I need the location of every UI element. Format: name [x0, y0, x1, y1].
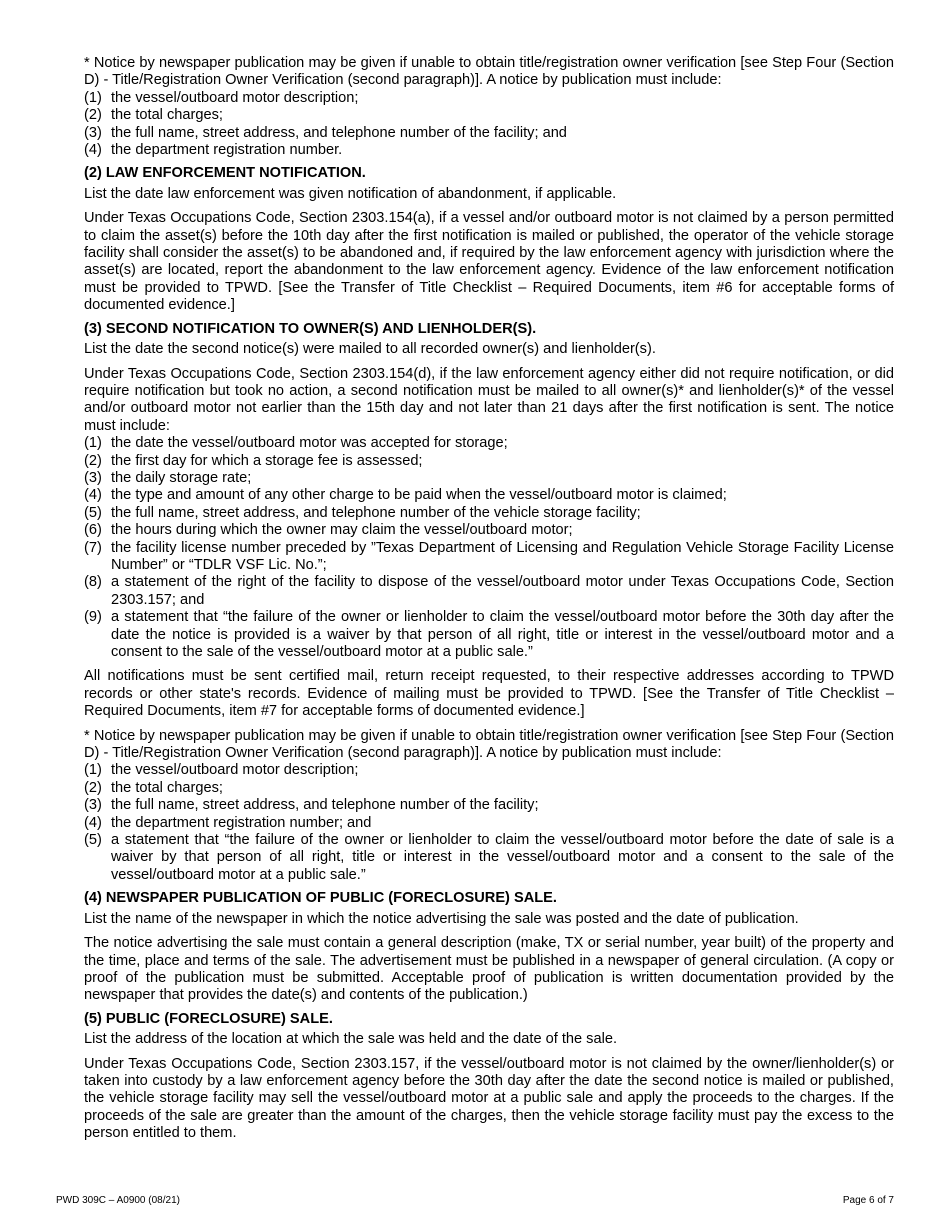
list-item: (3) the full name, street address, and telephone number of the facility; and — [84, 124, 567, 141]
list-item: (3) the full name, street address, and telephone number of the facility; — [84, 797, 539, 814]
list-item: (6) the hours during which the owner may claim the vessel/outboard motor; — [84, 522, 573, 539]
list-item: (8) a statement of the right of the facility to dispose of the vessel/outboard motor under Texas Occupations Code, Section 2303.157; and — [84, 574, 894, 608]
section-2-body: Under Texas Occupations Code, Section 2303.154(a), if a vessel and/or outboard motor is not claimed by a person permitted to claim the asset(s) before the 10th day after the first notification is mailed or published, the operator of the vehicle storage facility shall consider the asset(s) to be abandoned and, if required by the law enforcement agency with jurisdiction where the asset(s) are located, report the abandonment to the law enforcement agency. Evidence of the law enforcement notification must be provided to TPWD. [See the Transfer of Title Checklist – Required Documents, item #6 for acceptable forms of documented evidence.] — [84, 210, 894, 314]
list-item: (7) the facility license number preceded by ”Texas Department of Licensing and Regulation Vehicle Storage Facility License Number” or “TDLR VSF Lic. No.”; — [84, 539, 894, 573]
list-item: (4) the department registration number; and — [84, 814, 372, 831]
section-2-instruction: List the date law enforcement was given notification of abandonment, if applicable. — [84, 185, 617, 202]
section-4-instruction: List the name of the newspaper in which the notice advertising the sale was posted and the date of publication. — [84, 910, 799, 927]
document-body — [84, 55, 894, 1143]
list-item: (2) the first day for which a storage fee is assessed; — [84, 452, 423, 469]
list-item: (1) the date the vessel/outboard motor was accepted for storage; — [84, 435, 508, 452]
section-4-body: The notice advertising the sale must contain a general description (make, TX or serial number, year built) of the property and the time, place and terms of the sale. The advertisement must be published in a newspaper of general circulation. (A copy or proof of the publication must be submitted. Acceptable proof of publication is written documentation provided by the newspaper that provides the date(s) and contents of the publication.) — [84, 935, 894, 1004]
list-item: (1) the vessel/outboard motor description; — [84, 89, 359, 106]
publication-notice-2: * Notice by newspaper publication may be given if unable to obtain title/registration owner verification [see Step Four (Section D) - Title/Registration Owner Verification (second paragraph)]. A notice by publication must include: — [84, 727, 894, 762]
form-id-footer: PWD 309C – A0900 (08/21) — [56, 1195, 180, 1206]
list-item: (4) the department registration number. — [84, 142, 343, 159]
section-5-instruction: List the address of the location at which the sale was held and the date of the sale. — [84, 1031, 618, 1048]
publication-notice-2-list — [84, 762, 894, 884]
page-number-footer: Page 6 of 7 — [842, 1195, 894, 1206]
list-item: (9) a statement that “the failure of the owner or lienholder to claim the vessel/outboard motor before the 30th day after the date the notice is provided is a waiver by that person of all right, title or interest in the vessel/outboard motor and a consent to the sale of the vessel/outboard motor at a public sale.” — [84, 609, 894, 660]
section-3-mailing-requirements: All notifications must be sent certified mail, return receipt requested, to their respective addresses according to TPWD records or other state's records. Evidence of mailing must be provided to TPWD. [See the Transfer of Title Checklist – Required Documents, item #7 for acceptable forms of documented evidence.] — [84, 668, 894, 720]
publication-notice-1: * Notice by newspaper publication may be given if unable to obtain title/registration owner verification [see Step Four (Section D) - Title/Registration Owner Verification (second paragraph)]. A notice by publication must include: — [84, 55, 894, 89]
list-item: (2) the total charges; — [84, 779, 223, 796]
section-3-heading: (3) SECOND NOTIFICATION TO OWNER(S) AND LIENHOLDER(S). — [84, 320, 537, 337]
section-5-heading: (5) PUBLIC (FORECLOSURE) SALE. — [84, 1010, 333, 1027]
section-4-heading: (4) NEWSPAPER PUBLICATION OF PUBLIC (FORECLOSURE) SALE. — [84, 890, 557, 907]
section-2-heading: (2) LAW ENFORCEMENT NOTIFICATION. — [84, 165, 366, 182]
list-item: (4) the type and amount of any other charge to be paid when the vessel/outboard motor is claimed; — [84, 487, 727, 504]
list-item: (3) the daily storage rate; — [84, 469, 252, 486]
list-item: (5) the full name, street address, and telephone number of the vehicle storage facility; — [84, 504, 641, 521]
list-item: (2) the total charges; — [84, 107, 223, 124]
section-3-notice-requirements — [84, 435, 894, 661]
list-item: (5) a statement that “the failure of the owner or lienholder to claim the vessel/outboard motor before the date of sale is a waiver by that person of all right, title or interest in the vessel/outboard motor and a consent to the sale of the vessel/outboard motor at a public sale.” — [84, 832, 894, 883]
section-3-body: Under Texas Occupations Code, Section 2303.154(d), if the law enforcement agency either did not require notification, or did require notification but took no action, a second notification must be mailed to all owner(s)* and lienholder(s)* of the vessel and/or outboard motor not earlier than the 15th day and not later than 21 days after the first notification is sent. The notice must include: — [84, 365, 894, 434]
section-5-body: Under Texas Occupations Code, Section 2303.157, if the vessel/outboard motor is not claimed by the owner/lienholder(s) or taken into custody by a law enforcement agency before the 30th day after the date the second notice is mailed or published, the vehicle storage facility may sell the vessel/outboard motor at a public sale and apply the proceeds to the charges. If the proceeds of the sale are greater than the amount of the charges, then the vehicle storage facility must pay the excess to the person entitled to them. — [84, 1055, 894, 1142]
publication-notice-1-list — [84, 90, 894, 160]
section-3-instruction: List the date the second notice(s) were mailed to all recorded owner(s) and lienholder(s). — [84, 341, 656, 358]
list-item: (1) the vessel/outboard motor description; — [84, 762, 359, 779]
